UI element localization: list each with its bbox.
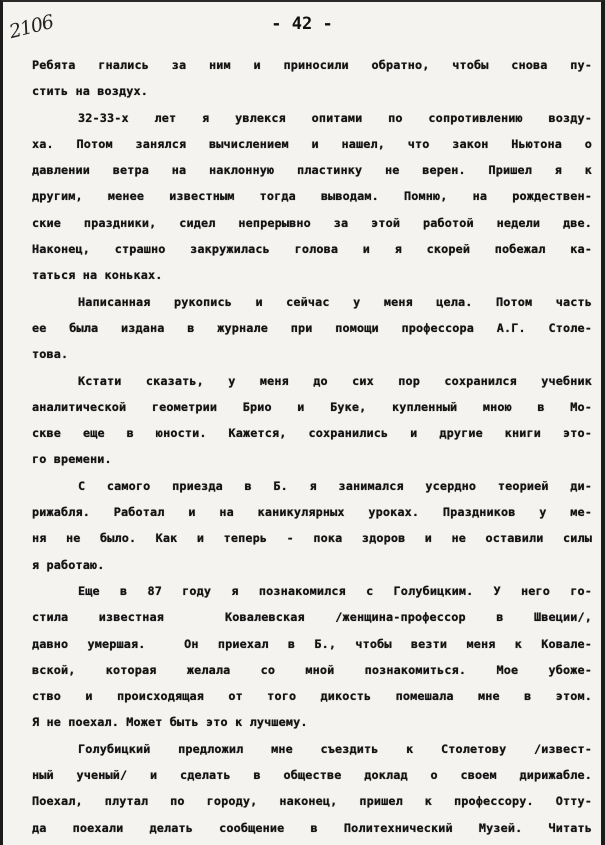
text-line: стить на воздух. <box>32 84 149 99</box>
text-line: Я не поехал. Может быть это к лучшему. <box>32 715 308 730</box>
text-line: Ребята гнались за ним и приносили обратно, чтобы снова пу- <box>32 58 592 72</box>
text-line: това. <box>32 347 69 362</box>
text-line: вской, которая желала со мной познакомиться. Мое убоже- <box>32 662 592 677</box>
text-line: давно умершая. Он приехал в Б., чтобы везти меня к Ковале- <box>32 636 592 651</box>
text-line: го времени. <box>32 452 112 467</box>
text-line: ха. Потом занялся вычислением и нашел, что закон Ньютона о <box>32 136 592 151</box>
text-line: Еще в 87 году я познакомился с Голубицким. У него го- <box>78 583 592 598</box>
text-line: ее была издана в журнале при помощи профессора А.Г. Столе- <box>32 320 592 335</box>
handwritten-archive-note: 2106 <box>6 10 56 44</box>
text-line: да поехали делать сообщение в Политехнический Музей. Читать <box>32 820 592 835</box>
text-line: я работаю. <box>32 557 105 572</box>
text-line: таться на коньках. <box>32 268 163 283</box>
text-line: стила известная Ковалевская /женщина-профессор в Швеции/, <box>32 610 592 625</box>
text-line: ство и происходящая от того дикость помешала мне в этом. <box>32 689 592 704</box>
text-line: Наконец, страшно закружилась голова и я скорей побежал ка- <box>32 242 592 257</box>
text-line: Поехал, плутал по городу, наконец, пришел к профессору. Отту- <box>32 794 592 809</box>
text-line: ские праздники, сидел непрерывно за этой работой недели две. <box>32 215 592 230</box>
text-line: Написанная рукопись и сейчас у меня цела. Потом часть <box>78 294 592 309</box>
body-text <box>32 52 592 841</box>
text-line: Кстати сказать, у меня до сих пор сохранился учебник <box>78 373 592 388</box>
text-line: Голубицкий предложил мне съездить к Столетову /извест- <box>78 741 592 756</box>
text-line: ный ученый/ и сделать в обществе доклад о своем дирижабле. <box>32 768 592 783</box>
text-line: С самого приезда в Б. я занимался усердно теорией ди- <box>78 478 592 493</box>
text-line: аналитической геометрии Брио и Буке, купленный мною в Мо- <box>32 399 592 414</box>
text-line: скве еще в юности. Кажется, сохранились и другие книги это- <box>32 426 592 441</box>
page-number: - 42 - <box>271 14 333 34</box>
text-line: давлении ветра на наклонную пластинку не верен. Пришел я к <box>32 163 592 178</box>
text-line: рижабля. Работал и на каникулярных уроках. Праздников у ме- <box>32 505 592 520</box>
text-line: ня не было. Как и теперь - пока здоров и не оставили силы <box>32 531 592 546</box>
text-line: 32-33-х лет я увлекся опитами по сопротивлению возду- <box>78 110 592 125</box>
text-line: другим, менее известным тогда выводам. Помню, на рождествен- <box>32 189 592 204</box>
